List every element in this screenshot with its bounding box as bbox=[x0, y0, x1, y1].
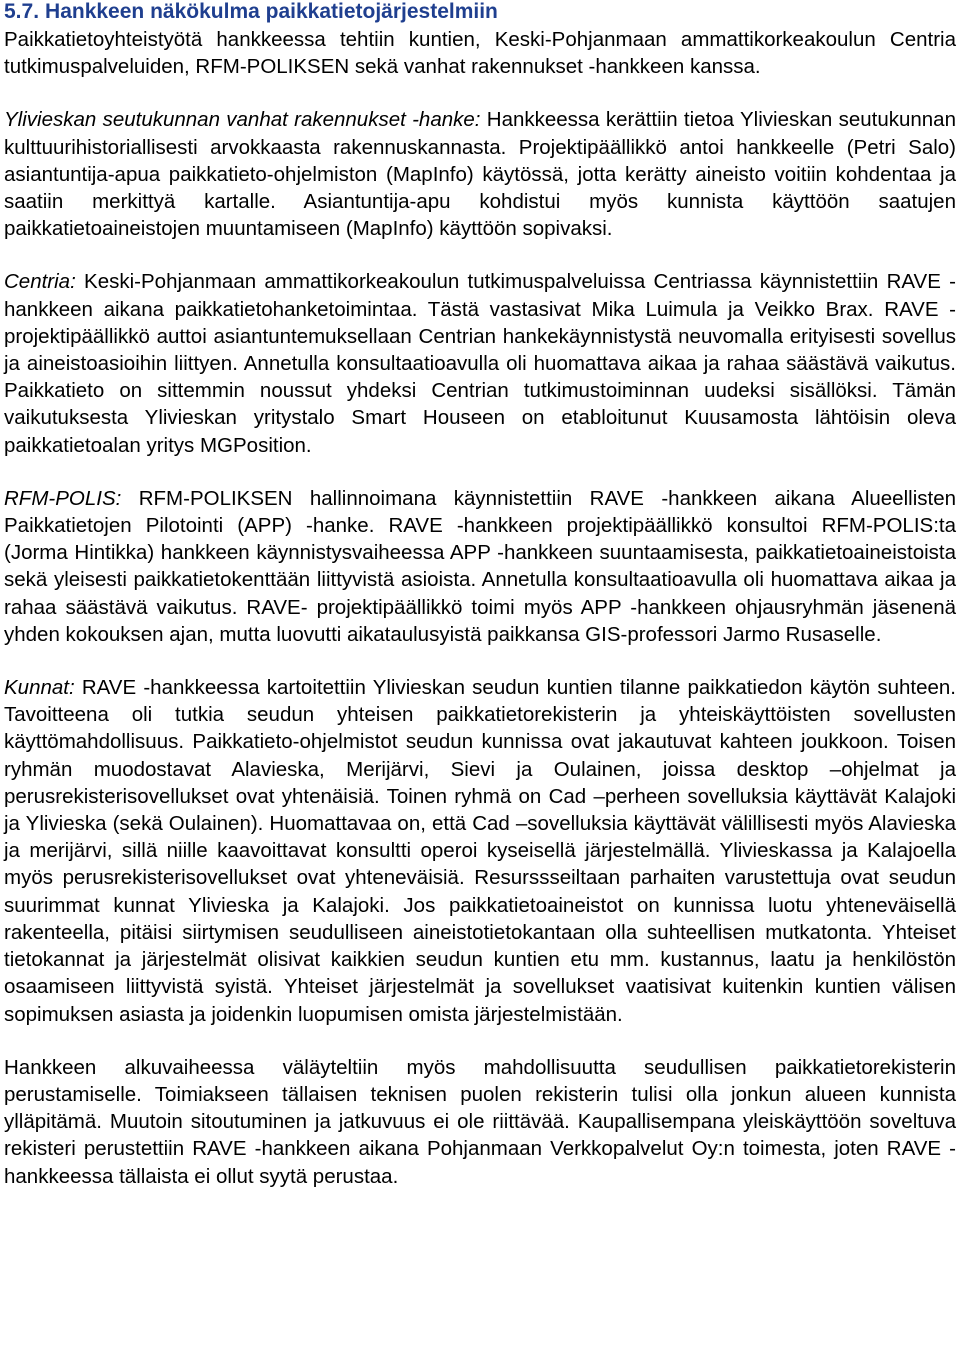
paragraph-centria-text: Keski-Pohjanmaan ammattikorkeakoulun tutkimuspalveluissa Centriassa käynnistettiin RAVE -hankkeen aikana paikkatietohanketoimintaa. Tästä vastasivat Mika Luimula ja Veikko Brax. RAVE -projektipäällikkö auttoi asiantuntemuksellaan Centrian hankekäynnistystä neuvomalla erityisesti sovellus ja aineistoasioihin liittyen. Annetulla konsultaatioavulla oli huomattava aikaa ja rahaa säästävä vaikutus. Paikkatieto on sittemmin noussut yhdeksi Centrian tutkimustoiminnan uudeksi sisällöksi. Tämän vaikutuksesta Ylivieskan yritystalo Smart Houseen on etabloitunut Kuusamosta lähtöisin oleva paikkatietoalan yritys MGPosition. bbox=[4, 270, 956, 457]
section-heading bbox=[4, 0, 956, 26]
paragraph-spacer bbox=[4, 459, 956, 485]
paragraph-kunnat-lead: Kunnat: bbox=[4, 676, 75, 700]
paragraph-old-buildings-lead: Ylivieskan seutukunnan vanhat rakennukset -hanke: bbox=[4, 108, 481, 132]
paragraph-rfm-polis-text: RFM-POLIKSEN hallinnoimana käynnistettiin RAVE -hankkeen aikana Alueellisten Paikkatietojen Pilotointi (APP) -hanke. RAVE -hankkeen projektipäällikkö konsultoi RFM-POLIS:ta (Jorma Hintikka) hankkeen käynnistysvaiheessa APP -hankkeen suuntaamisesta, paikkatietoaineistoista sekä yleisesti paikkatietokenttään liittyvistä asioista. Annetulla konsultaatioavulla oli huomattava aikaa ja rahaa säästävä vaikutus. RAVE- projektipäällikkö toimi myös APP -hankkeen ohjausryhmän jäsenenä yhden kokouksen ajan, mutta luovutti aikataulusyistä paikkansa GIS-professori Jarmo Rusaselle. bbox=[4, 486, 956, 646]
section-title: Hankkeen näkökulma paikkatietojärjestelmiin bbox=[45, 0, 498, 23]
paragraph-rfm-polis-lead: RFM-POLIS: bbox=[4, 486, 122, 510]
paragraph-registry bbox=[4, 1054, 956, 1190]
paragraph-old-buildings bbox=[4, 106, 956, 242]
paragraph-spacer bbox=[4, 1028, 956, 1054]
paragraph-kunnat-text: RAVE -hankkeessa kartoitettiin Ylivieskan seudun kuntien tilanne paikkatiedon käytön suhteen. Tavoitteena oli tutkia seudun yhteisen paikkatietorekisterin ja yhteiskäyttöisten sovellusten käyttömahdollisuus. Paikkatieto-ohjelmistot seudun kunnissa ovat jakautuvat kahteen joukkoon. Toisen ryhmän muodostavat Alavieska, Merijärvi, Sievi ja Oulainen, joissa desktop –ohjelmat ja perusrekisterisovellukset ovat yhtenäisiä. Toinen ryhmä on Cad –perheen sovelluksia käyttävät Kalajoki ja Ylivieska (sekä Oulainen). Huomattavaa on, että Cad –sovelluksia käyttävät välillisesti myös Alavieska ja merijärvi, sillä niille kaavoittavat konsultti operoi kyseisellä järjestelmällä. Ylivieskassa ja Kalajoella myös perusrekisterisovellukset ovat yhteneväisiä. Resurssseiltaan parhaiten varustettuja ovat seudun suurimmat kunnat Ylivieska ja Kalajoki. Jos paikkatietoaineistot on kunnissa luotu yhteneväisellä rakenteella, pitäisi siirtymisen seudulliseen aineistotietokantaan olla suhteellisen mutkatonta. Yhteiset tietokannat ja järjestelmät olisivat kaikkien seudun kuntien etu mm. kustannus, laatu ja henkilöstön osaamiseen liittyvistä syistä. Yhteiset järjestelmät ja sovellukset vaatisivat kuitenkin kuntien välisen sopimuksen asiasta ja joidenkin luopumisen omista järjestelmistään. bbox=[4, 676, 956, 1026]
paragraph-intro-text: Paikkatietoyhteistyötä hankkeessa tehtiin kuntien, Keski-Pohjanmaan ammattikorkeakoulun Centria tutkimuspalveluiden, RFM-POLIKSEN sekä vanhat rakennukset -hankkeen kanssa. bbox=[4, 28, 956, 79]
paragraph-spacer bbox=[4, 80, 956, 106]
paragraph-spacer bbox=[4, 648, 956, 674]
paragraph-spacer bbox=[4, 242, 956, 268]
paragraph-kunnat bbox=[4, 674, 956, 1028]
paragraph-centria-lead: Centria: bbox=[4, 270, 76, 294]
document-page bbox=[4, 0, 956, 1190]
paragraph-centria bbox=[4, 268, 956, 458]
paragraph-intro bbox=[4, 26, 956, 80]
paragraph-registry-text: Hankkeen alkuvaiheessa väläyteltiin myös mahdollisuutta seudullisen paikkatietorekisterin perustamiselle. Toimiakseen tällaisen teknisen puolen rekisterin tulisi olla jonkun alueen kunnista ylläpitämä. Muutoin sitoutuminen ja jatkuvuus ei ole riittävää. Kaupallisempana yleiskäyttöön soveltuva rekisteri perustettiin RAVE -hankkeen aikana Pohjanmaan Verkkopalvelut Oy:n toimesta, joten RAVE -hankkeessa tällaista ei ollut syytä perustaa. bbox=[4, 1055, 956, 1188]
section-number: 5.7. bbox=[4, 0, 40, 23]
paragraph-rfm-polis bbox=[4, 485, 956, 648]
paragraph-old-buildings-text: Hankkeessa kerättiin tietoa Ylivieskan seutukunnan kulttuurihistoriallisesti arvokkaasta rakennuskannasta. Projektipäällikkö antoi hankkeelle (Petri Salo) asiantuntija-apua paikkatieto-ohjelmiston (MapInfo) käytössä, jotta kerätty aineisto voitiin kohdentaa ja saatiin merkittyä kartalle. Asiantuntija-apu kohdistui myös kunnista käyttöön saatujen paikkatietoaineistojen muuntamiseen (MapInfo) käyttöön sopivaksi. bbox=[4, 108, 956, 241]
